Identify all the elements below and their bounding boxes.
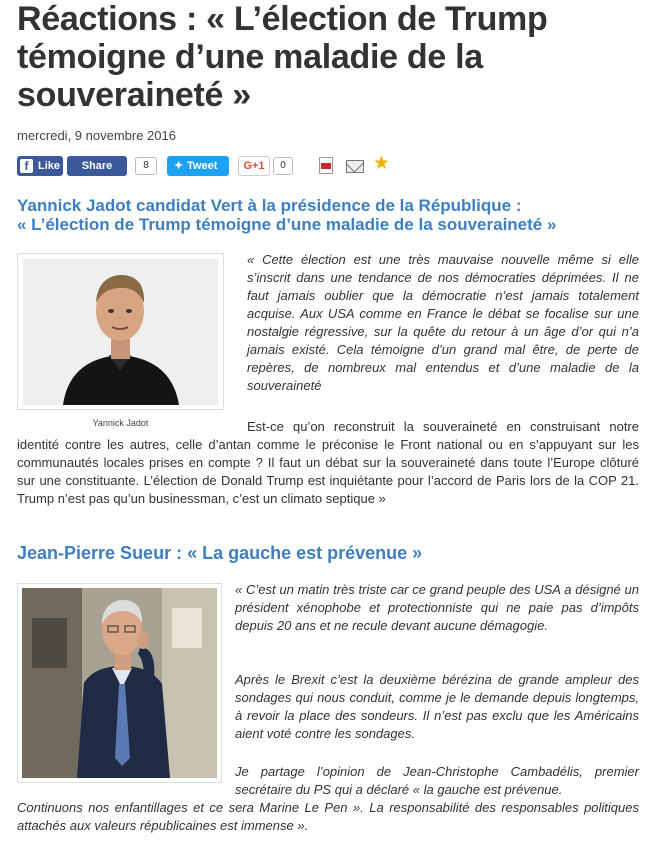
article-title: Réactions : « L’élection de Trump témoigne d’une maladie de la souveraineté » (17, 0, 548, 114)
tweet-button[interactable] (167, 156, 229, 176)
tweet-label: Tweet (187, 160, 218, 172)
favorite-star-icon[interactable]: ★ (373, 153, 391, 174)
google-plus-count: 0 (273, 157, 293, 175)
sueur-para1: « C’est un matin très triste car ce grand peuple des USA a désigné un président xénophobe et protectionniste qui ne paie pas d’impôts depuis 20 ans et ne recule devant aucune démagogie. (235, 582, 639, 633)
facebook-icon: f (20, 159, 33, 173)
photo-caption: Yannick Jadot (92, 418, 149, 428)
like-label: Like (38, 160, 61, 172)
yannick-jadot-photo (17, 253, 224, 410)
sueur-para2: Après le Brexit c’est la deuxième bérézina de grande ampleur des sondages qui nous conduit, comme je le demande depuis longtemps, à revoir la place des sondeurs. Il n’est pas exclu que les Américains aient voté contre les sondages. (235, 672, 639, 741)
article-date: mercredi, 9 novembre 2016 (17, 128, 176, 143)
section2-heading: Jean-Pierre Sueur : « La gauche est prévenue » (17, 543, 423, 563)
share-count: 8 (135, 157, 157, 175)
email-icon[interactable] (346, 160, 364, 173)
section1-heading-line2: « L’élection de Trump témoigne d’une maladie de la souveraineté » (17, 215, 557, 234)
sueur-para4: Continuons nos enfantillages et ce sera Marine Le Pen ». La responsabilité des responsables politiques attachés aux valeurs républicaines est immense ». (17, 800, 639, 833)
section1-heading-line1: Yannick Jadot candidat Vert à la présidence de la République : (17, 196, 522, 215)
jadot-quote-part2: Est-ce qu’on reconstruit la souveraineté en construisant notre identité contre les autres, celle d’antan comme le préconise le Front national ou en s’appuyant sur les communautés locales prises en compte ? Il faut un débat sur la souveraineté dans toute l’Europe clôturé sur une constituante. L’élection de Donald Trump est inquiétante pour l’accord de Paris lors de la COP 21. Trump n’est pas qu’un businessman, c’est un climato septique » (17, 419, 639, 506)
portrait-jadot-illustration (23, 259, 218, 405)
sueur-para3: Je partage l’opinion de Jean-Christophe Cambadélis, premier secrétaire du PS qui a déclaré « la gauche est prévenue. (235, 764, 639, 797)
google-plus-button[interactable]: G+1 (238, 156, 270, 176)
twitter-bird-icon: ✦ (174, 160, 184, 172)
portrait-sueur-illustration (22, 588, 217, 778)
facebook-like-button[interactable] (17, 156, 63, 176)
facebook-share-button[interactable]: Share (67, 156, 127, 176)
section1-heading (17, 196, 639, 234)
jean-pierre-sueur-photo (17, 583, 222, 783)
jadot-quote-part1: « Cette élection est une très mauvaise nouvelle même si elle s’inscrit dans une tendance de nos démocraties déprimées. Il ne faut jamais oublier que la démocratie n’est jamais totalement acquise. Aux USA comme en France le débat se focalise sur une nostalgie régressive, sur la quête du retour à un âge d’or qui n’a jamais existé. Cela témoigne d’un grand mal être, de perte de repères, de nombreux mal entendus et d’une maladie de la souveraineté (247, 252, 639, 393)
pdf-icon[interactable] (319, 157, 333, 174)
